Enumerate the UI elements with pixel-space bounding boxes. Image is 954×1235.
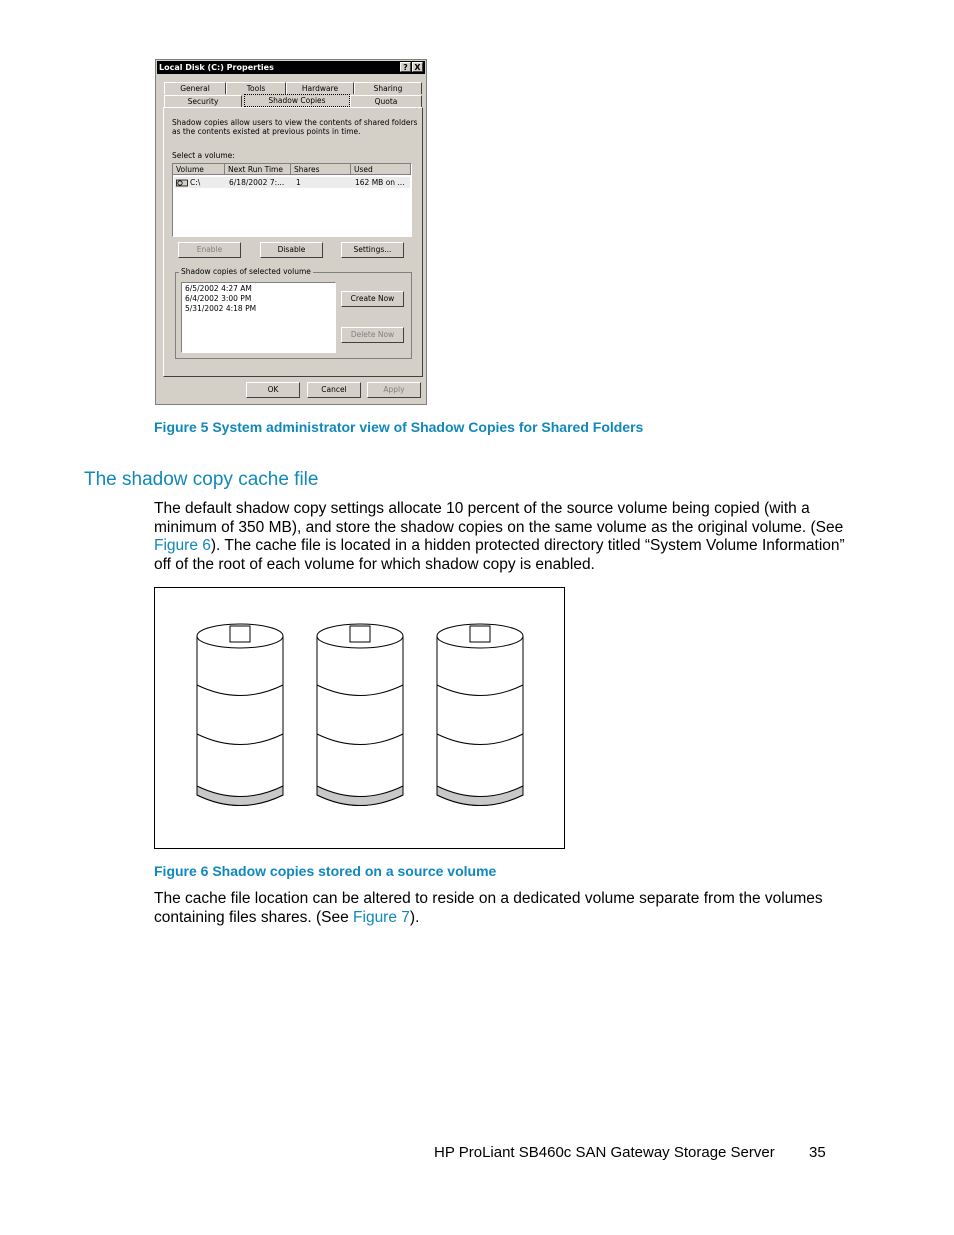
tab-hardware[interactable]: Hardware [286,82,354,94]
figure-7-link[interactable]: Figure 7 [353,908,410,926]
properties-dialog [155,59,427,405]
tab-sharing[interactable]: Sharing [354,82,422,94]
column-shares[interactable]: Shares [291,164,351,175]
para1-line2: minimum of 350 MB), and store the shadow copies on the same volume as the original volume. (See [154,518,844,536]
paragraph-1 [154,500,845,574]
column-next-run-time[interactable]: Next Run Time [225,164,291,175]
paragraph-2 [154,890,823,927]
help-button[interactable]: ? [400,62,411,72]
cancel-button[interactable]: Cancel [307,382,361,398]
select-volume-label: Select a volume: [172,151,235,160]
figure-5-caption: Figure 5 System administrator view of Shadow Copies for Shared Folders [154,419,644,435]
delete-now-button[interactable]: Delete Now [341,327,404,343]
disable-button[interactable]: Disable [260,242,323,258]
group-label: Shadow copies of selected volume [181,267,311,276]
volume-cylinder [197,624,283,806]
para2-line2-end: ). [409,908,420,926]
description-line-1: Shadow copies allow users to view the contents of shared folders [172,118,418,127]
figure-6-link[interactable]: Figure 6 [154,537,211,555]
figure-6-diagram [154,587,565,849]
dialog-titlebar [157,61,425,74]
create-now-button[interactable]: Create Now [341,291,404,307]
section-heading: The shadow copy cache file [84,469,319,490]
volume-cylinder [317,624,403,806]
shares-cell: 1 [296,178,301,187]
column-volume[interactable]: Volume [173,164,225,175]
settings-button[interactable]: Settings... [341,242,404,258]
para1-line3 [154,537,845,556]
list-item[interactable]: 5/31/2002 4:18 PM [185,304,257,313]
para1-line1: The default shadow copy settings allocate 10 percent of the source volume being copied (with a [154,500,810,517]
cylinders-diagram [155,588,564,848]
dialog-title: Local Disk (C:) Properties [159,63,274,72]
column-used[interactable]: Used [351,164,411,175]
next-run-time-cell: 6/18/2002 7:... [229,178,285,187]
page-number: 35 [809,1144,826,1161]
tab-shadow-copies[interactable]: Shadow Copies [244,94,350,107]
volume-cell: C:\ [190,178,201,187]
list-item[interactable]: 6/5/2002 4:27 AM [185,284,252,293]
shadow-copies-list[interactable] [181,282,336,353]
tab-quota[interactable]: Quota [350,95,422,107]
apply-button[interactable]: Apply [367,382,421,398]
tab-general[interactable]: General [164,82,226,94]
enable-button[interactable]: Enable [178,242,241,258]
para2-line2-start: containing files shares. (See [154,908,354,926]
volume-cylinder [437,624,523,806]
para1-line4: off of the root of each volume for which shadow copy is enabled. [154,555,595,573]
footer-product: HP ProLiant SB460c SAN Gateway Storage Server [434,1144,775,1161]
tab-security[interactable]: Security [164,95,242,107]
volume-list[interactable] [172,163,412,237]
description-line-2: as the contents existed at previous points in time. [172,127,361,136]
tab-tools[interactable]: Tools [226,82,286,94]
para1-line3-rest: ). The cache file is located in a hidden protected directory titled “System Volume Information” [210,537,845,555]
ok-button[interactable]: OK [246,382,300,398]
used-cell: 162 MB on ... [355,178,405,187]
figure-6-caption: Figure 6 Shadow copies stored on a source volume [154,863,497,879]
drive-icon [176,178,188,187]
table-row[interactable] [174,177,410,188]
close-button[interactable]: X [412,62,423,72]
para2-line2 [154,909,823,928]
para2-line1: The cache file location can be altered to reside on a dedicated volume separate from the volumes [154,890,823,907]
list-item[interactable]: 6/4/2002 3:00 PM [185,294,252,303]
